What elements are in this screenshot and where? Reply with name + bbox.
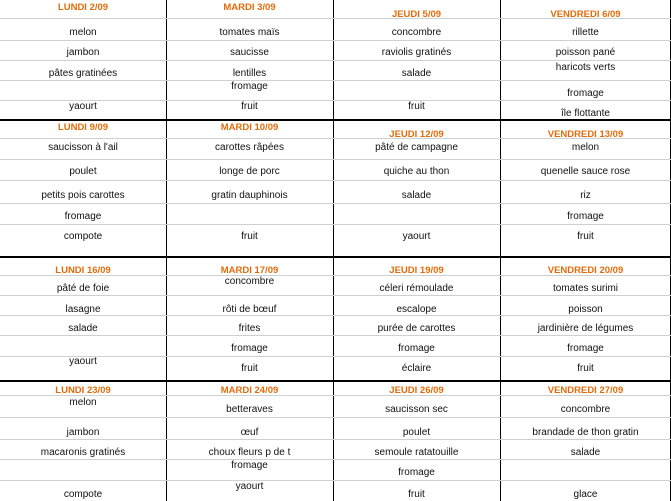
menu-item: salade (401, 190, 432, 201)
row-divider (0, 417, 671, 418)
menu-item: riz (580, 190, 591, 201)
menu-item: fromage (64, 211, 102, 222)
menu-item: fruit (241, 231, 258, 242)
menu-item: escalope (396, 304, 437, 315)
menu-item: concombre (224, 276, 275, 287)
day-header: MARDI 3/09 (223, 2, 276, 13)
menu-item: choux fleurs p de t (208, 447, 291, 458)
menu-item: quiche au thon (383, 166, 450, 177)
menu-item: tomates surimi (552, 283, 618, 294)
menu-item: jardinière de légumes (537, 323, 634, 334)
menu-item: fruit (241, 101, 258, 112)
menu-item: betteraves (226, 404, 273, 415)
menu-item: saucisse (230, 47, 269, 58)
menu-item: quenelle sauce rose (540, 166, 631, 177)
day-header: JEUDI 26/09 (389, 385, 444, 396)
menu-item: tomates maïs (219, 27, 280, 38)
menu-item: fruit (577, 363, 594, 374)
menu-item: fromage (567, 343, 604, 354)
menu-item: haricots verts (555, 62, 616, 73)
row-divider (0, 439, 671, 440)
row-divider (0, 40, 671, 41)
menu-item: fromage (567, 211, 604, 222)
menu-item: melon (571, 142, 600, 153)
menu-item: fruit (577, 231, 594, 242)
menu-item: fromage (398, 343, 435, 354)
menu-item: petits pois carottes (41, 190, 125, 201)
day-header: VENDREDI 20/09 (547, 265, 624, 276)
menu-item: pâtes gratinées (48, 68, 118, 79)
menu-item: saucisson sec (385, 404, 448, 415)
menu-item: salade (401, 68, 432, 79)
menu-item: rillette (572, 27, 599, 38)
menu-item: poisson (568, 304, 603, 315)
menu-item: gratin dauphinois (211, 190, 288, 201)
menu-item: lentilles (232, 68, 267, 79)
row-divider (0, 60, 671, 61)
menu-item: compote (63, 231, 103, 242)
day-header: VENDREDI 13/09 (547, 129, 624, 140)
menu-item: lasagne (65, 304, 101, 315)
day-header: MARDI 17/09 (220, 265, 279, 276)
menu-item: salade (68, 323, 98, 334)
day-header: LUNDI 16/09 (55, 265, 111, 276)
menu-item: fruit (408, 101, 425, 112)
menu-item: céleri rémoulade (379, 283, 454, 294)
menu-item: brandade de thon gratin (532, 427, 639, 438)
day-header: LUNDI 9/09 (57, 122, 109, 133)
menu-item: pâté de foie (56, 283, 110, 294)
week-divider (0, 256, 671, 258)
menu-item: œuf (240, 427, 259, 438)
menu-item: éclaire (401, 363, 432, 374)
menu-item: purée de carottes (377, 323, 456, 334)
day-header: LUNDI 2/09 (57, 2, 109, 13)
week-divider (0, 119, 671, 121)
menu-item: longe de porc (219, 166, 280, 177)
menu-item: macaronis gratinés (40, 447, 126, 458)
menu-item: melon (69, 397, 97, 408)
menu-item: glace (573, 489, 598, 500)
menu-item: frites (238, 323, 261, 334)
day-header: MARDI 10/09 (220, 122, 279, 133)
menu-item: poulet (402, 427, 431, 438)
menu-item: fromage (398, 467, 435, 478)
column-divider (500, 0, 501, 501)
row-divider (0, 203, 671, 204)
menu-item: jambon (66, 47, 100, 58)
menu-item: yaourt (69, 101, 97, 112)
day-header: JEUDI 12/09 (389, 129, 444, 140)
menu-item: concombre (391, 27, 442, 38)
menu-item: compote (63, 489, 103, 500)
row-divider (0, 335, 671, 336)
menu-item: poisson pané (555, 47, 616, 58)
menu-item: rôti de bœuf (222, 304, 277, 315)
menu-item: poulet (69, 166, 97, 177)
menu-item: fromage (231, 343, 268, 354)
menu-item: saucisson à l'ail (48, 142, 118, 153)
menu-item: melon (69, 27, 97, 38)
day-header: JEUDI 5/09 (391, 9, 442, 20)
row-divider (0, 224, 671, 225)
row-divider (0, 480, 671, 481)
menu-item: carottes râpées (215, 142, 284, 153)
menu-item: raviolis gratinés (381, 47, 452, 58)
row-divider (0, 159, 671, 160)
menu-item: concombre (560, 404, 611, 415)
menu-item: semoule ratatouille (374, 447, 459, 458)
day-header: VENDREDI 27/09 (547, 385, 624, 396)
menu-item: fromage (567, 88, 604, 99)
menu-item: salade (570, 447, 601, 458)
menu-item: île flottante (561, 108, 610, 119)
menu-item: yaourt (69, 356, 97, 367)
week-divider (0, 380, 671, 382)
menu-item: jambon (66, 427, 100, 438)
menu-item: fruit (241, 363, 258, 374)
menu-item: fromage (231, 81, 268, 92)
row-divider (0, 459, 671, 460)
day-header: MARDI 24/09 (220, 385, 279, 396)
row-divider (0, 180, 671, 181)
menu-item: pâté de campagne (375, 142, 458, 153)
row-divider (0, 295, 671, 296)
menu-item: yaourt (402, 231, 431, 242)
day-header: LUNDI 23/09 (55, 385, 111, 396)
day-header: VENDREDI 6/09 (550, 9, 621, 20)
row-divider (0, 80, 671, 81)
day-header: JEUDI 19/09 (389, 265, 444, 276)
menu-item: fromage (231, 460, 268, 471)
menu-item: fruit (408, 489, 425, 500)
menu-item: yaourt (235, 481, 264, 492)
